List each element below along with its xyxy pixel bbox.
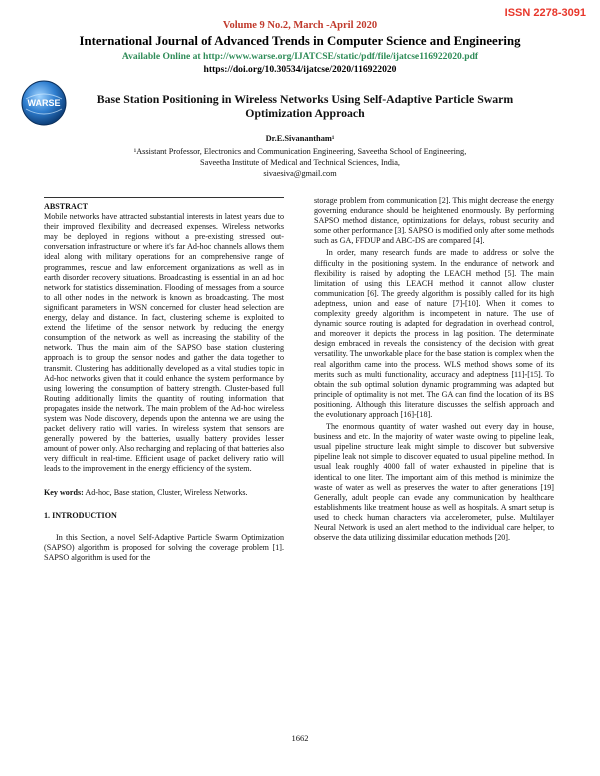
right-paragraph-2: In order, many research funds are made to address or solve the difficulty in the positioning system. In the endurance of network and flexibility is raised by adopting the LEACH method [5]. The main limitation of using this LEACH method it cannot allow cluster communication [6]. The greedy algorithm is possibly called for its high adeptness, union and ease of nature [7]-[10]. When it comes to complexity greedy algorithm is incompetent in nature. The use of dynamic source routing is adapted for degradation in overhead control, and moreover it depicts the process in lag position. The determinate design embraced in reveals the consistency of the decision with great versatility. The unworkable place for the base station is complex when the real algorithm came into the process. WLS method shows some of its merits such as multi functionality, accuracy and adeptness [11]-[15]. To obtain the sub optimal solution dynamic programming was adapted but principle of optimality is not met. The GA can find the location of its BS positioning. Although this literature discusses the selfish approach and the evolutionary approach [16]-[18]. (314, 248, 554, 419)
paper-title: Base Station Positioning in Wireless Networks Using Self-Adaptive Particle Swarm Optimization Approach (96, 92, 514, 120)
right-column (314, 196, 554, 543)
affiliation (40, 146, 560, 179)
journal-title: International Journal of Advanced Trends in Computer Science and Engineering (79, 34, 521, 48)
available-online-link[interactable]: Available Online at http://www.warse.org/IJATCSE/static/pdf/file/ijatcse116922020.pdf (121, 51, 479, 62)
left-column (44, 202, 284, 563)
right-paragraph-1: storage problem from communication [2]. This might decrease the energy governing endurance should be heightened enormously. By performing SAPSO method distance, optimizations for delays, robust security and some other performance [3]. SAPSO is modified only after some methods such as GA, FFDUP and ABC-DS are compared [4]. (314, 196, 554, 246)
volume-line: Volume 9 No.2, March -April 2020 (222, 20, 378, 31)
issn-label: ISSN 2278-3091 (504, 7, 586, 19)
logo-text: WARSE (27, 98, 61, 108)
abstract-text: Mobile networks have attracted substantial interests in latest years due to their improved flexibility and decreased expenses. Wireless networks may be deployed in regions without a pre-existing stressed out-conversation infrastructure or where it's far Ad-hoc channels allows them ideal along with military operations for an comprehensive range of programmes, rescue and law enforcement organizations as well as in earth disorder recovery situations. Broadcasting is essential in an ad hoc network for statistics dissemination. Flooding of messages from a source to all other nodes in the network is known as broadcasting. The most significant parameters in WSN concerned for cluster head selection are energy, delay and distance. In fact, clustering scheme is exploited to extend the lifetime of the sensor network by reducing the energy consumption of the network as well as increasing the stability of the network. Thus the main aim of the SAPSO base station clustering approach is to group the sensor nodes and gather the data together to transmit. Clustering has additionally developed as a vital studies topic in Ad-hoc networks given that it could enhance the system performance by using lowering the consumption of battery strength. Cluster-based full Routing additionally limits the quantity of routing information that propagates inside the network. The main problem of the Ad-hoc wireless system was Node discovery, depends upon the antenna we are using the packet delivery ratio will varies. In wireless system that sensors are generally powered by the batteries, usually battery provides lesser amount of power only. Also recharging and replacing of that batteries also very difficult in real-time. Efficient usage of packet delivery ratio will leads to the improvement in the energy efficiency of the system. (44, 212, 284, 474)
keywords (44, 488, 284, 498)
intro-heading: 1. INTRODUCTION (44, 510, 117, 520)
intro-paragraph-1: In this Section, a novel Self-Adaptive Particle Swarm Optimization (SAPSO) algorithm is proposed for solving the coverage problem [1]. SAPSO algorithm is used for the (44, 532, 284, 562)
header-divider (44, 197, 284, 198)
affiliation-line-1: ¹Assistant Professor, Electronics and Communication Engineering, Saveetha School of Engineering, (133, 147, 467, 156)
warse-logo (20, 79, 68, 127)
affiliation-line-2: Saveetha Institute of Medical and Technical Sciences, India, (200, 158, 400, 167)
author-name: Dr.E.Sivanantham¹ (265, 134, 335, 143)
keywords-text: Ad-hoc, Base station, Cluster, Wireless Networks. (85, 487, 248, 497)
page-number: 1662 (291, 733, 309, 743)
doi-link[interactable]: https://doi.org/10.30534/ijatcse/2020/116922020 (203, 64, 397, 75)
right-paragraph-3: The enormous quantity of water washed out every day in house, business and etc. In the majority of water waste owing to pipeline leak, usual pipeline structure leak might simple to discover but subversive pipeline leak not simple to discover equated to usual pipeline method. In usual leak roughly 4000 fall of water exhausted in pipeline that is identical to one liter. The important aim of this method is minimize the waste of water as well as preserves the water to after generations [19] Generally, adult people can evade any communication by healthcare establishments like treatment house as well as hospitals. A smart setup is used to check human characters via accelerometer, pulse. Multilayer Neural Network is used an alert method to the individual care helper, to observe the data utilizing dissimilar education methods [20]. (314, 422, 554, 543)
abstract-heading: ABSTRACT (44, 202, 89, 211)
keywords-label: Key words: (44, 487, 84, 497)
author-email[interactable]: sivaesiva@gmail.com (263, 169, 337, 178)
